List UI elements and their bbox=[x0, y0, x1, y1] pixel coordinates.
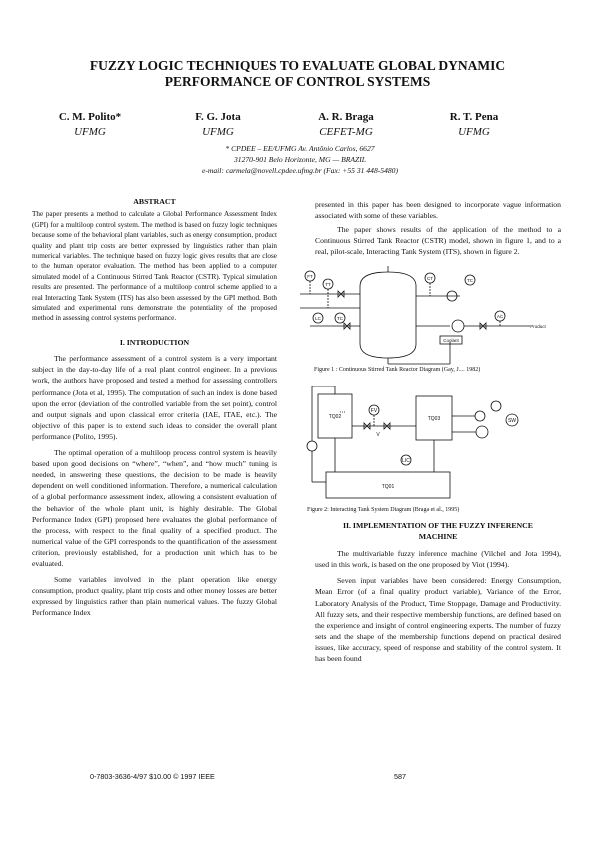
section-2-heading-line-2: MACHINE bbox=[418, 532, 458, 542]
fig1-label-tag: Coolant bbox=[443, 338, 459, 343]
author-4 bbox=[414, 110, 534, 140]
title-line-2: PERFORMANCE OF CONTROL SYSTEMS bbox=[164, 74, 431, 89]
author-3 bbox=[286, 110, 406, 140]
intro-paragraph-3: Some variables involved in the plant operation like energy consumption, product quality, plant trip costs and other money losses are better expressed by linguistics rather than plain numerical values. The fuzzy Global Performance Index bbox=[32, 575, 277, 618]
right-paragraph-4: Seven input variables have been considered: Energy Consumption, Mean Error (of a final quality product variable), Variance of the Error, Laboratory Analysis of the Product, Time Stoppage, Damage and Productivity. All fuzzy sets, and their respective membership functions, are defined based on the experience and insight of control engineering experts. The number of fuzzy sets and the shape of the membership functions depend on practical desired issues, like accuracy, speed of response and stability of the control system. It has been found bbox=[315, 576, 561, 664]
pump-icon bbox=[307, 441, 317, 451]
fig2-label-tq02: TQ02 bbox=[328, 414, 342, 420]
intro-paragraph-2: The optimal operation of a multiloop process control system is heavily based upon good decisions on “where”, “when”, and “how much” tuning is needed, in answering these questions, the decision to be made is heavily dependent on well conditioned information. Therefore, a numerical calculation of a global performance assessment index, allowing a consistent evaluation of the behavior of the whole plant unit, is highly desirable. The Global Performance Index (GPI) proposed here evaluates the global performance of the process, with respect to the final quality of a specified product. The numerical value of the GPI corresponds to the quantification of the assessment criterion, previously established, for a production unit which has to be evaluated. bbox=[32, 448, 277, 568]
fig1-label-product: Product bbox=[530, 324, 546, 329]
fig1-label-lc: LC bbox=[315, 316, 321, 321]
right-column-bottom bbox=[315, 520, 561, 664]
address-line-1: * CPDEE – EE/UFMG Av. Antônio Carlos, 6627 bbox=[225, 144, 375, 153]
fig2-label-v: V bbox=[376, 432, 380, 438]
abstract-text: The paper presents a method to calculate a Global Performance Assessment Index (GPI) for a multiloop control system. The method is based on fuzzy logic techniques because some of the behavioral plant variables, such as energy consumption, product quality and plant trip costs are better expressed by linguistics rather than plain numerical variables. The technique based on fuzzy logic gives results that are close to the human operator evaluation. The method has been applied to a computer simulated model of a Continuous Stirred Tank Reactor (CSTR). Typical simulation results are presented. The performance of a multiloop control scheme applied to a real Interacting Tank System (ITS) has also been assessed by the GPI method. Both simulated and experimental runs demonstrate the potentiality of the proposed method in assessing control systems performance. bbox=[32, 210, 277, 323]
fig2-label-sw: SW bbox=[507, 418, 517, 424]
cstr-diagram bbox=[300, 266, 570, 366]
title-line-1: FUZZY LOGIC TECHNIQUES TO EVALUATE GLOBAL DYNAMIC bbox=[89, 58, 506, 73]
abstract-heading: ABSTRACT bbox=[133, 197, 176, 206]
figure-1-caption: Figure 1 : Continuous Stirred Tank Reactor Diagram (Gay, J.... 1982) bbox=[314, 367, 481, 373]
author-name: F. G. Jota bbox=[195, 111, 241, 123]
author-name: A. R. Braga bbox=[318, 111, 374, 123]
address-line-3: e-mail: carmela@novell.cpdee.ufmg.br (Fax: +55 31 448-5480) bbox=[202, 166, 398, 175]
fig1-label-ac: AC bbox=[496, 314, 504, 319]
section-2-heading-line-1: II. IMPLEMENTATION OF THE FUZZY INFERENCE bbox=[342, 521, 534, 530]
pump-icon bbox=[476, 426, 488, 438]
author-affiliation: UFMG bbox=[458, 126, 490, 138]
author-affiliation: UFMG bbox=[202, 126, 234, 138]
author-2 bbox=[158, 110, 278, 140]
right-paragraph-3: The multivariable fuzzy inference machine (Vilchel and Jota 1994), used in this work, is based on the one proposed by Viot (1994). bbox=[315, 549, 561, 570]
intro-paragraph-1: The performance assessment of a control system is a very important subject in the day-to-day life of a real plant control engineer. In a previous work, the authors have proposed and tested a method for assessing controllers performance (Jota et al, 1995). The computation of such an index is done based upon the error (deviation of the controlled variable from the set point), control and output signals and upon classical error criteria (IAE, ITAE, etc.). The objective of this paper is to extend such ideas to consider the overall plant performance (Polito, 1995). bbox=[32, 354, 277, 441]
right-paragraph-2: The paper shows results of the application of the method to a Continuous Stirred Tank Reactor (CSTR) model, shown in figure 1, and to a real, pilot-scale, Interacting Tank System (ITS), shown in figure 2. bbox=[315, 225, 561, 257]
reactor-vessel bbox=[360, 272, 416, 358]
paper-title bbox=[40, 58, 555, 90]
footer-page-number: 587 bbox=[394, 772, 406, 781]
fig1-label-ct: CT bbox=[427, 276, 433, 281]
author-affiliation: CEFET-MG bbox=[319, 126, 373, 138]
intro-heading: I. INTRODUCTION bbox=[119, 337, 190, 347]
author-affiliation: UFMG bbox=[74, 126, 106, 138]
fig2-label-lic: LIC bbox=[402, 458, 410, 464]
author-1 bbox=[30, 110, 150, 140]
fig2-label-tq01: TQ01 bbox=[381, 484, 395, 490]
author-name: R. T. Pena bbox=[449, 111, 499, 123]
fig2-label-tq03: TQ03 bbox=[427, 416, 441, 422]
fig2-label-fv: FV bbox=[370, 408, 378, 414]
author-name: C. M. Polito* bbox=[58, 111, 122, 123]
pump-icon bbox=[452, 320, 464, 332]
author-address bbox=[150, 143, 450, 176]
right-column-top bbox=[315, 199, 561, 257]
fig1-label-tc: TC bbox=[337, 316, 343, 321]
footer-copyright: 0-7803-3636-4/97 $10.00 © 1997 IEEE bbox=[90, 772, 215, 781]
fig1-label-tc2: TC bbox=[467, 278, 473, 283]
figure-2-caption: Figure 2: Interacting Tank System Diagram (Braga et al., 1995) bbox=[307, 507, 460, 513]
left-column bbox=[32, 197, 277, 618]
fig1-label-tt: TT bbox=[325, 282, 331, 287]
its-diagram bbox=[300, 386, 570, 504]
right-paragraph-1: presented in this paper has been designed to incorporate vague information associated with some of these variables. bbox=[315, 200, 561, 221]
address-line-2: 31270-901 Belo Horizonte, MG — BRAZIL bbox=[233, 155, 367, 164]
fig1-label-ft: FT bbox=[307, 274, 313, 279]
